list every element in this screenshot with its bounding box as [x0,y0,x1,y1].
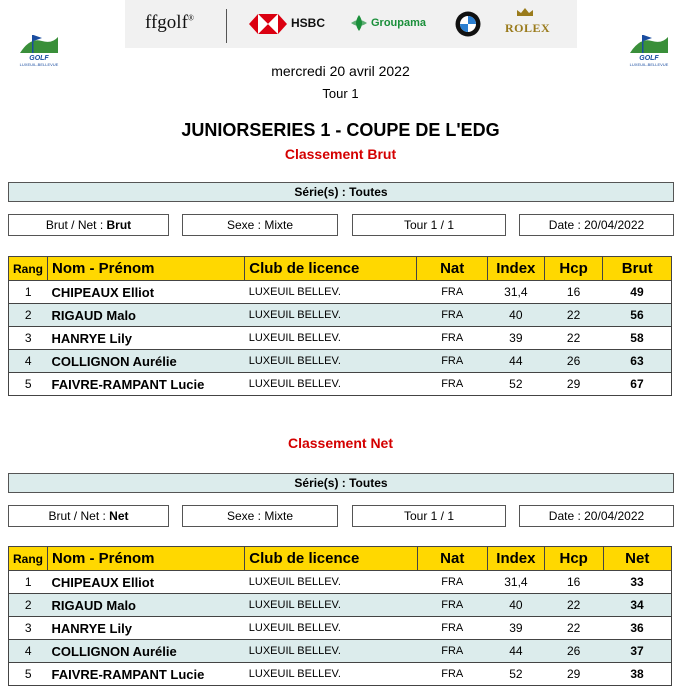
net-type-box: Brut / Net : Net [8,505,169,527]
net-sexe-box: Sexe : Mixte [182,505,338,527]
brut-tour-box: Tour 1 / 1 [352,214,506,236]
col-index: Index [487,257,544,281]
table-row: 2 RIGAUD Malo LUXEUIL BELLEV. FRA 40 22 34 [9,594,672,617]
rolex-label: ROLEX [505,21,551,35]
col-hcp: Hcp [544,547,603,571]
event-date: mercredi 20 avril 2022 [271,63,410,79]
table-row: 2 RIGAUD Malo LUXEUIL BELLEV. FRA 40 22 56 [9,304,672,327]
col-club: Club de licence [245,547,417,571]
groupama-label: Groupama [371,17,427,29]
table-row: 5 FAIVRE-RAMPANT Lucie LUXEUIL BELLEV. FRA 52 29 38 [9,663,672,686]
brut-sexe-box: Sexe : Mixte [182,214,338,236]
hsbc-logo-icon [249,14,287,34]
groupama-logo-icon [349,13,369,33]
banner-divider [226,9,227,43]
net-results-table [8,546,672,686]
table-row: 1 CHIPEAUX Elliot LUXEUIL BELLEV. FRA 31,4 16 49 [9,281,672,304]
brut-type-value: Brut [106,218,132,232]
table-row: 5 FAIVRE-RAMPANT Lucie LUXEUIL BELLEV. FRA 52 29 67 [9,373,672,396]
col-nom: Nom - Prénom [48,257,245,281]
col-score: Net [603,547,672,571]
net-tour-box: Tour 1 / 1 [352,505,506,527]
table-row: 1 CHIPEAUX Elliot LUXEUIL BELLEV. FRA 31,4 16 33 [9,571,672,594]
net-type-value: Net [109,509,129,523]
hsbc-label: HSBC [291,16,326,30]
col-nom: Nom - Prénom [48,547,245,571]
net-section-title: Classement Net [287,435,394,451]
brut-serie-bar: Série(s) : Toutes [8,182,674,202]
net-serie-bar: Série(s) : Toutes [8,473,674,493]
club-logo-left: GOLF LUXEUIL-BELLEVUE [18,33,60,65]
table-header-row [9,257,672,281]
bmw-logo-icon [455,11,481,37]
col-hcp: Hcp [544,257,603,281]
col-nat: Nat [417,547,487,571]
col-rang: Rang [9,547,48,571]
golf-flag-icon [18,33,60,55]
col-club: Club de licence [245,257,417,281]
page-title: JUNIORSERIES 1 - COUPE DE L'EDG [181,120,500,140]
table-header-row [9,547,672,571]
brut-section-title: Classement Brut [284,146,397,162]
table-row: 4 COLLIGNON Aurélie LUXEUIL BELLEV. FRA 44 26 37 [9,640,672,663]
net-date-box: Date : 20/04/2022 [519,505,674,527]
col-index: Index [487,547,544,571]
sponsor-banner [125,0,577,48]
brut-type-box: Brut / Net : Brut [8,214,169,236]
brut-date-box: Date : 20/04/2022 [519,214,674,236]
table-row: 4 COLLIGNON Aurélie LUXEUIL BELLEV. FRA 44 26 63 [9,350,672,373]
event-round: Tour 1 [322,86,359,101]
club-logo-right: GOLF LUXEUIL-BELLEVUE [628,33,670,65]
golf-flag-icon [628,33,670,55]
table-row: 3 HANRYE Lily LUXEUIL BELLEV. FRA 39 22 58 [9,327,672,350]
table-row: 3 HANRYE Lily LUXEUIL BELLEV. FRA 39 22 36 [9,617,672,640]
col-score: Brut [603,257,672,281]
col-nat: Nat [417,257,487,281]
brut-results-table [8,256,672,396]
rolex-crown-icon [515,7,535,17]
col-rang: Rang [9,257,48,281]
ffgolf-logo: ffgolf® [145,12,194,33]
